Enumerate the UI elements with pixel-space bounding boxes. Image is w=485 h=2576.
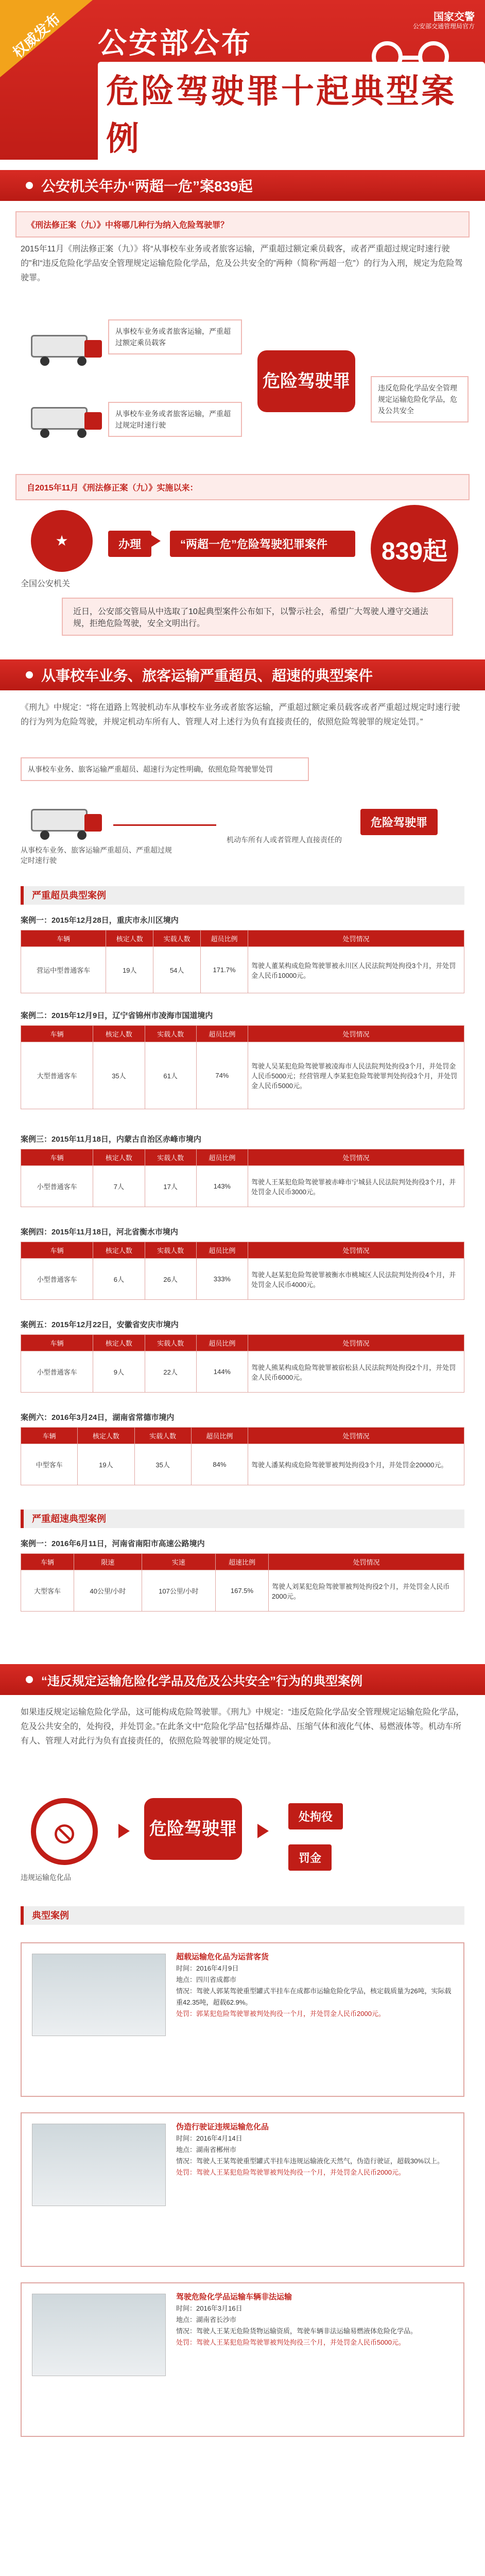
case-detail: 情况：驾驶人王某驾驶重型罐式半挂车违规运输液化天然气，伪造行驶证，超载30%以上。 [176, 2157, 444, 2165]
since-text: 自2015年11月《刑法修正案（九）》实施以来： [27, 484, 198, 493]
cell-ratio: 74% [196, 1042, 248, 1109]
section3-paragraph: 如果违反规定运输危险化学品，这可能构成危险驾驶罪。《刑九》中规定：“违反危险化学品安全管理规定运输危险化学品，危及公共安全的，处拘役，并处罚金。”在此条文中“危险化学品”包括爆炸品、压缩气体和液化气体、易燃液体等。机动车所有人、管理人对此行为负有直接责任的，依照危险驾驶罪的规定处罚。 [21, 1708, 464, 1745]
flow-middle-text: 从事校车业务、旅客运输严重超员、严重超过规定时速行驶 [21, 846, 172, 865]
case-place: 地点：四川省成都市 [176, 1976, 237, 1984]
cell-vehicle: 小型普通客车 [21, 1259, 93, 1300]
hazmat-truck-image [32, 2294, 166, 2376]
question-text: 《刑法修正案（九）》中将哪几种行为纳入危险驾驶罪？ [27, 221, 229, 230]
case-place: 地点：湖南省长沙市 [176, 2316, 237, 2324]
flow-definition-box: 从事校车业务、旅客运输严重超员、超速行为定性明确，依照危险驾驶罪处罚 [21, 757, 309, 781]
case-place: 地点：湖南省郴州市 [176, 2146, 237, 2154]
col-ratio: 超员比例 [196, 1026, 248, 1042]
cell-vehicle: 大型客车 [21, 1570, 74, 1612]
bullet-icon [26, 182, 33, 189]
cell-limit: 40公里/小时 [74, 1570, 142, 1612]
brand-logo: 国家交警 [434, 11, 475, 23]
cell-vehicle: 大型普通客车 [21, 1042, 93, 1109]
cell-actual: 54人 [153, 947, 201, 993]
arrow-icon [149, 534, 161, 548]
question-box [15, 211, 470, 238]
cell-penalty: 驾驶人王某犯危险驾驶罪被赤峰市宁城县人民法院判处拘役3个月，并处罚金人民币3000元。 [248, 1166, 464, 1207]
case-type-banner: “两超一危”危险驾驶犯罪案件 [170, 531, 355, 557]
note-box: 近日，公安部交管局从中选取了10起典型案件公布如下，以警示社会，希望广大驾驶人遵守交通法规，拒绝危险驾驶，安全文明出行。 [62, 598, 453, 636]
case-table [21, 1025, 464, 1109]
handle-label: 办理 [108, 531, 151, 557]
case-count: 839起 [371, 505, 458, 592]
col-ratio: 超员比例 [191, 1428, 248, 1444]
col-actual: 实载人数 [153, 930, 201, 947]
case-table [21, 930, 464, 993]
case-table [21, 1334, 464, 1393]
arrow-icon [257, 1824, 269, 1838]
police-label: 全国公安机关 [21, 580, 71, 588]
cell-actual: 35人 [134, 1444, 191, 1485]
case-time: 时间：2016年4月14日 [176, 2134, 242, 2142]
cell-vehicle: 小型普通客车 [21, 1166, 93, 1207]
no-hazmat-sign-icon: ⦸ [31, 1798, 98, 1865]
case-table [21, 1427, 464, 1485]
intro-paragraph: 2015年11月《刑法修正案（九）》将“从事校车业务或者旅客运输，严重超过额定乘员载客，或者严重超过规定时速行驶的”和“违反危险化学品安全管理规定运输危险化学品，危及公共安全的”两种（简称“两超一危”）的行为入刑，规定为危险驾驶罪。 [21, 245, 463, 282]
cell-actual: 17人 [145, 1166, 196, 1207]
col-penalty: 处罚情况 [269, 1554, 464, 1570]
bullet-icon [26, 671, 33, 679]
col-vehicle: 车辆 [21, 1026, 93, 1042]
fine-label: 罚金 [288, 1844, 332, 1871]
speeding-heading: 严重超速典型案例 [21, 1510, 464, 1528]
col-rated: 核定人数 [93, 1149, 145, 1166]
speeding-box: 从事校车业务或者旅客运输，严重超过规定时速行驶 [108, 402, 242, 437]
col-rated: 核定人数 [78, 1428, 134, 1444]
danger-driving-badge: 危险驾驶罪 [257, 350, 355, 412]
case-card-title: 超载运输危化品为运营客货 [176, 1953, 269, 1961]
cell-ratio: 84% [191, 1444, 248, 1485]
case-title: 案例六：2016年3月24日，湖南省常德市境内 [21, 1413, 175, 1422]
col-rated: 核定人数 [93, 1026, 145, 1042]
flow-right-text: 机动车所有人或者管理人直接责任的 [227, 836, 342, 844]
speeding-table [21, 1553, 464, 1612]
case-time: 时间：2016年4月9日 [176, 1964, 239, 1972]
cell-vehicle: 小型普通客车 [21, 1351, 93, 1393]
col-ratio: 超速比例 [215, 1554, 268, 1570]
col-ratio: 超员比例 [196, 1242, 248, 1259]
case-table [21, 1149, 464, 1207]
case-time: 时间：2016年3月16日 [176, 2304, 242, 2312]
hazmat-box: 违反危险化学品安全管理规定运输危险化学品，危及公共安全 [371, 376, 469, 422]
col-penalty: 处罚情况 [248, 1242, 464, 1259]
since-box [15, 474, 470, 500]
case-detail: 情况：驾驶人郭某驾驶重型罐式半挂车在成都市运输危险化学品，核定载质量为26吨，实际载重42.35吨，超载62.9%。 [176, 1987, 452, 2006]
col-rated: 核定人数 [106, 930, 153, 947]
col-ratio: 超员比例 [196, 1149, 248, 1166]
header-banner [0, 0, 485, 160]
case-title: 案例四：2015年11月18日，河北省衡水市境内 [21, 1228, 178, 1236]
case-title: 案例二：2015年12月9日，辽宁省锦州市凌海市国道境内 [21, 1011, 213, 1020]
col-ratio: 超员比例 [196, 1335, 248, 1351]
cell-ratio: 143% [196, 1166, 248, 1207]
col-penalty: 处罚情况 [248, 1335, 464, 1351]
cell-ratio: 171.7% [201, 947, 248, 993]
brand-caption: 公安部交通管理局官方 [412, 23, 475, 30]
flow-line [113, 824, 216, 826]
col-penalty: 处罚情况 [248, 1149, 464, 1166]
section-title-bar [0, 170, 485, 201]
danger-driving-badge: 危险驾驶罪 [144, 1798, 242, 1860]
cell-ratio: 333% [196, 1259, 248, 1300]
cell-actual: 22人 [145, 1351, 196, 1393]
overload-box: 从事校车业务或者旅客运输，严重超过额定乘员载客 [108, 319, 242, 354]
cell-penalty: 驾驶人董某构成危险驾驶罪被永川区人民法院判处拘役3个月，并处罚金人民币10000元。 [248, 947, 464, 993]
overload-heading: 严重超员典型案例 [21, 886, 464, 905]
hazmat-label: 违规运输危化品 [21, 1873, 71, 1882]
col-penalty: 处罚情况 [248, 1428, 464, 1444]
cell-vehicle: 营运中型普通客车 [21, 947, 106, 993]
school-bus-icon [31, 330, 103, 366]
cell-rated: 6人 [93, 1259, 145, 1300]
case-title: 案例三：2015年11月18日，内蒙古自治区赤峰市境内 [21, 1135, 201, 1144]
col-actual-speed: 实速 [142, 1554, 215, 1570]
page-subtitle: 危险驾驶罪十起典型案例 [98, 62, 485, 163]
col-ratio: 超员比例 [201, 930, 248, 947]
cell-actual-speed: 107公里/小时 [142, 1570, 215, 1612]
col-rated: 核定人数 [93, 1242, 145, 1259]
col-limit: 限速 [74, 1554, 142, 1570]
cell-vehicle: 中型客车 [21, 1444, 78, 1485]
col-vehicle: 车辆 [21, 1149, 93, 1166]
col-penalty: 处罚情况 [248, 930, 464, 947]
arrow-icon [118, 1824, 130, 1838]
case-title: 案例一：2015年12月28日，重庆市永川区境内 [21, 916, 179, 925]
case-title: 案例一：2016年6月11日，河南省南阳市高速公路境内 [21, 1539, 205, 1548]
page-title: 公安部公布 [98, 27, 252, 59]
hazmat-case-card [21, 2112, 464, 2267]
cell-rated: 19人 [106, 947, 153, 993]
cell-ratio: 167.5% [215, 1570, 268, 1612]
bullet-icon [26, 1676, 33, 1683]
section-title: 从事校车业务、旅客运输严重超员、超速的典型案件 [41, 668, 373, 684]
cell-penalty: 驾驶人赵某犯危险驾驶罪被衡水市桃城区人民法院判处拘役4个月，并处罚金人民币4000元。 [248, 1259, 464, 1300]
section-title: 公安机关年办“两超一危”案839起 [41, 178, 253, 194]
col-rated: 核定人数 [93, 1335, 145, 1351]
case-title: 案例五：2015年12月22日，安徽省安庆市境内 [21, 1320, 179, 1329]
col-actual: 实载人数 [145, 1335, 196, 1351]
col-penalty: 处罚情况 [248, 1026, 464, 1042]
cell-penalty: 驾驶人刘某犯危险驾驶罪被判处拘役2个月，并处罚金人民币2000元。 [269, 1570, 464, 1612]
tanker-truck-image [32, 1954, 166, 2036]
section-title-bar [0, 659, 485, 690]
cell-rated: 19人 [78, 1444, 134, 1485]
col-vehicle: 车辆 [21, 1242, 93, 1259]
col-actual: 实载人数 [145, 1242, 196, 1259]
authority-badge-text: 权威发布 [10, 10, 64, 61]
speeding-bus-icon [31, 402, 103, 438]
cell-actual: 26人 [145, 1259, 196, 1300]
case-card-title: 驾驶危险化学品运输车辆非法运输 [176, 2293, 292, 2301]
police-icon: ★ [31, 510, 93, 572]
cell-rated: 7人 [93, 1166, 145, 1207]
cell-penalty: 驾驶人吴某犯危险驾驶罪被凌海市人民法院判处拘役3个月，并处罚金人民币5000元；经营管理人李某犯危险驾驶罪判处拘役3个月，并处罚金人民币5000元。 [248, 1042, 464, 1109]
section2-paragraph: 《刑九》中规定：“将在道路上驾驶机动车从事校车业务或者旅客运输，严重超过额定乘员载客或者严重超过规定时速行驶的行为列为危险驾驶，并规定机动车所有人、管理人对上述行为负有直接责任的，依照危险驾驶罪的规定处罚。” [21, 703, 460, 726]
col-actual: 实载人数 [145, 1149, 196, 1166]
cell-rated: 35人 [93, 1042, 145, 1109]
cell-rated: 9人 [93, 1351, 145, 1393]
section-title: “违反规定运输危险化学品及危及公共安全”行为的典型案例 [41, 1674, 362, 1688]
case-detail: 情况：驾驶人王某无危险货物运输资质，驾驶车辆非法运输易燃液体危险化学品。 [176, 2327, 418, 2335]
case-result: 处罚：驾驶人王某犯危险驾驶罪被判处拘役三个月，并处罚金人民币5000元。 [176, 2338, 405, 2346]
section-title-bar [0, 1664, 485, 1695]
col-actual: 实载人数 [145, 1026, 196, 1042]
cell-penalty: 驾驶人熊某构成危险驾驶罪被宿松县人民法院判处拘役2个月，并处罚金人民币6000元。 [248, 1351, 464, 1393]
case-result: 处罚：郭某犯危险驾驶罪被判处拘役一个月，并处罚金人民币2000元。 [176, 2010, 385, 2018]
hazmat-case-card [21, 1942, 464, 2097]
bus-icon [31, 804, 103, 840]
tanker-truck-image [32, 2124, 166, 2206]
detention-label: 处拘役 [288, 1803, 343, 1829]
typical-cases-heading: 典型案例 [21, 1906, 464, 1925]
col-vehicle: 车辆 [21, 1335, 93, 1351]
flow-result-badge: 危险驾驶罪 [360, 809, 438, 835]
hazmat-case-card [21, 2282, 464, 2437]
col-actual: 实载人数 [134, 1428, 191, 1444]
case-table [21, 1242, 464, 1300]
case-result: 处罚：驾驶人王某犯危险驾驶罪被判处拘役一个月，并处罚金人民币2000元。 [176, 2168, 405, 2176]
case-card-title: 伪造行驶证违规运输危化品 [176, 2123, 269, 2131]
cell-actual: 61人 [145, 1042, 196, 1109]
cell-ratio: 144% [196, 1351, 248, 1393]
handcuffs-icon [372, 36, 454, 82]
col-vehicle: 车辆 [21, 1554, 74, 1570]
col-vehicle: 车辆 [21, 930, 106, 947]
cell-penalty: 驾驶人潘某构成危险驾驶罪被判处拘役3个月，并处罚金20000元。 [248, 1444, 464, 1485]
col-vehicle: 车辆 [21, 1428, 78, 1444]
